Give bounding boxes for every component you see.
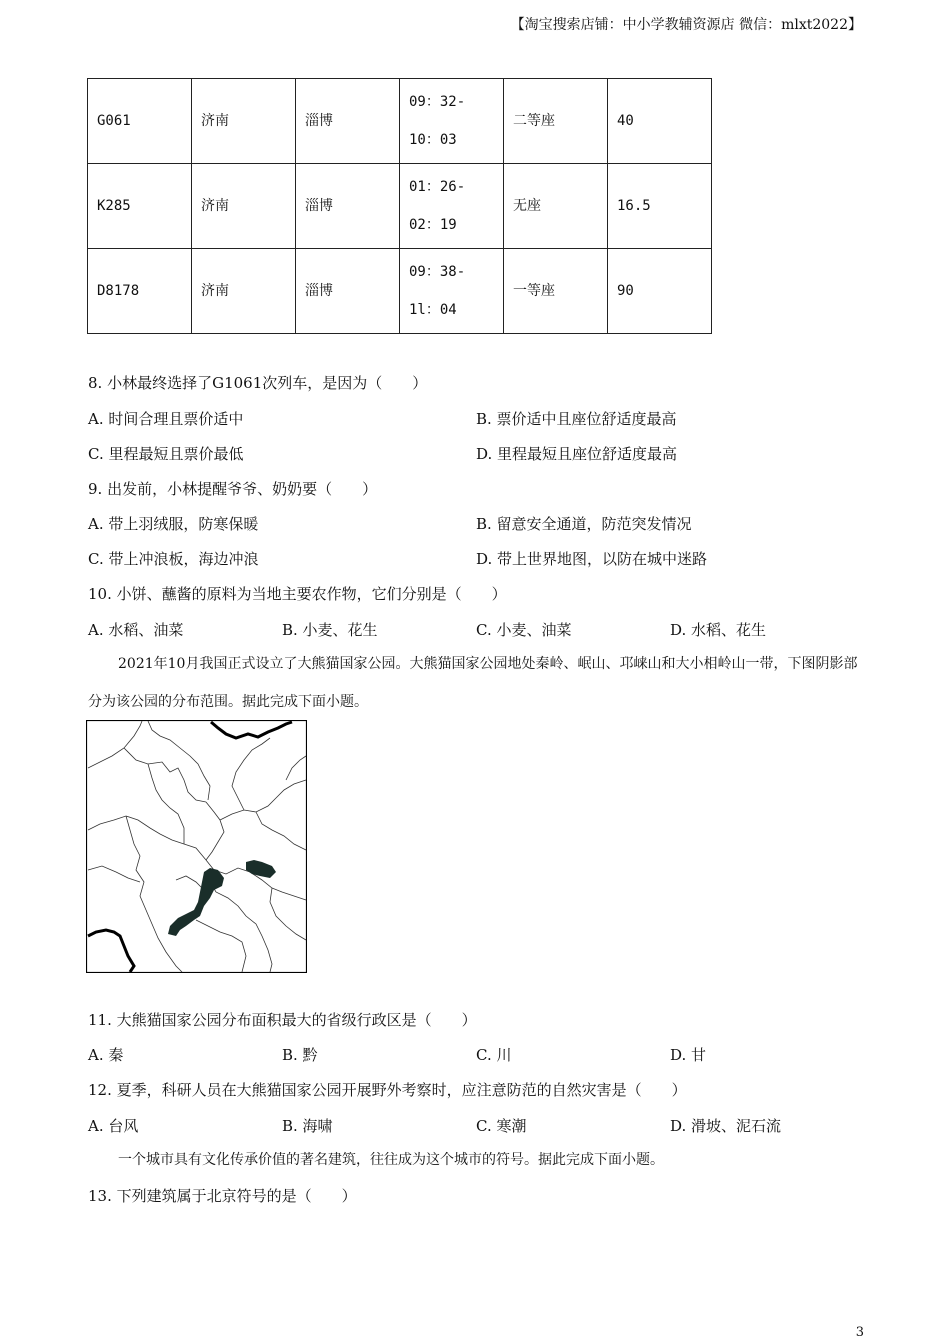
time-start: 09：32-: [409, 93, 466, 110]
travel-time: [400, 164, 504, 249]
question-10-option-d: D. 水稻、花生: [670, 621, 767, 639]
question-11-option-a: A. 秦: [88, 1046, 124, 1064]
seat-class: 无座: [504, 164, 608, 249]
time-end: 1l：04: [409, 301, 457, 318]
question-8-option-a: A. 时间合理且票价适中: [88, 410, 244, 428]
question-9-option-a: A. 带上羽绒服，防寒保暖: [88, 515, 259, 533]
time-end: 10：03: [409, 131, 457, 148]
question-12-stem: 12. 夏季，科研人员在大熊猫国家公园开展野外考察时，应注意防范的自然灾害是（ ）: [88, 1081, 687, 1099]
time-start: 09：38-: [409, 263, 466, 280]
city-symbol-intro: 一个城市具有文化传承价值的著名建筑，往往成为这个城市的符号。据此完成下面小题。: [118, 1152, 664, 1168]
departure-station: 济南: [192, 249, 296, 334]
departure-station: 济南: [192, 164, 296, 249]
question-11-option-d: D. 甘: [670, 1046, 707, 1064]
table-row: [88, 79, 712, 164]
question-13-stem: 13. 下列建筑属于北京符号的是（ ）: [88, 1187, 357, 1205]
question-9-stem: 9. 出发前，小林提醒爷爷、奶奶要（ ）: [88, 480, 378, 498]
seat-class: 一等座: [504, 249, 608, 334]
question-9-option-d: D. 带上世界地图，以防在城中迷路: [476, 550, 708, 568]
panda-park-intro: 2021年10月我国正式设立了大熊猫国家公园。大熊猫国家公园地处秦岭、岷山、邛崃山和大小相岭山一带，下图阴影部分为该公园的分布范围。据此完成下面小题。: [88, 656, 858, 710]
question-8-stem: 8. 小林最终选择了G1061次列车，是因为（ ）: [88, 374, 428, 392]
question-12-option-b: B. 海啸: [282, 1117, 333, 1135]
question-12-option-d: D. 滑坡、泥石流: [670, 1117, 782, 1135]
question-9-option-c: C. 带上冲浪板，海边冲浪: [88, 550, 259, 568]
ticket-price: 90: [608, 249, 712, 334]
page-header: 【淘宝搜索店铺：中小学教辅资源店 微信：mlxt2022】: [510, 17, 862, 33]
time-end: 02：19: [409, 216, 457, 233]
train-table: [87, 78, 712, 334]
question-10-option-b: B. 小麦、花生: [282, 621, 378, 639]
train-number: K285: [88, 164, 192, 249]
question-10-stem: 10. 小饼、蘸酱的原料为当地主要农作物，它们分别是（ ）: [88, 585, 507, 603]
seat-class: 二等座: [504, 79, 608, 164]
question-11-option-b: B. 黔: [282, 1046, 318, 1064]
question-10-option-c: C. 小麦、油菜: [476, 621, 572, 639]
question-11-option-c: C. 川: [476, 1046, 512, 1064]
table-row: [88, 249, 712, 334]
ticket-price: 16.5: [608, 164, 712, 249]
time-start: 01：26-: [409, 178, 466, 195]
arrival-station: 淄博: [296, 249, 400, 334]
table-row: [88, 164, 712, 249]
question-12-option-c: C. 寒潮: [476, 1117, 527, 1135]
question-12-option-a: A. 台风: [88, 1117, 139, 1135]
train-number: D8178: [88, 249, 192, 334]
ticket-price: 40: [608, 79, 712, 164]
travel-time: [400, 79, 504, 164]
panda-park-map: [86, 720, 307, 973]
question-8-option-c: C. 里程最短且票价最低: [88, 445, 244, 463]
question-8-option-b: B. 票价适中且座位舒适度最高: [476, 410, 677, 428]
question-9-option-b: B. 留意安全通道，防范突发情况: [476, 515, 692, 533]
arrival-station: 淄博: [296, 79, 400, 164]
question-11-stem: 11. 大熊猫国家公园分布面积最大的省级行政区是（ ）: [88, 1011, 477, 1029]
train-number: G061: [88, 79, 192, 164]
question-8-option-d: D. 里程最短且座位舒适度最高: [476, 445, 678, 463]
page-number: 3: [855, 1325, 864, 1340]
arrival-station: 淄博: [296, 164, 400, 249]
departure-station: 济南: [192, 79, 296, 164]
question-10-option-a: A. 水稻、油菜: [88, 621, 184, 639]
travel-time: [400, 249, 504, 334]
